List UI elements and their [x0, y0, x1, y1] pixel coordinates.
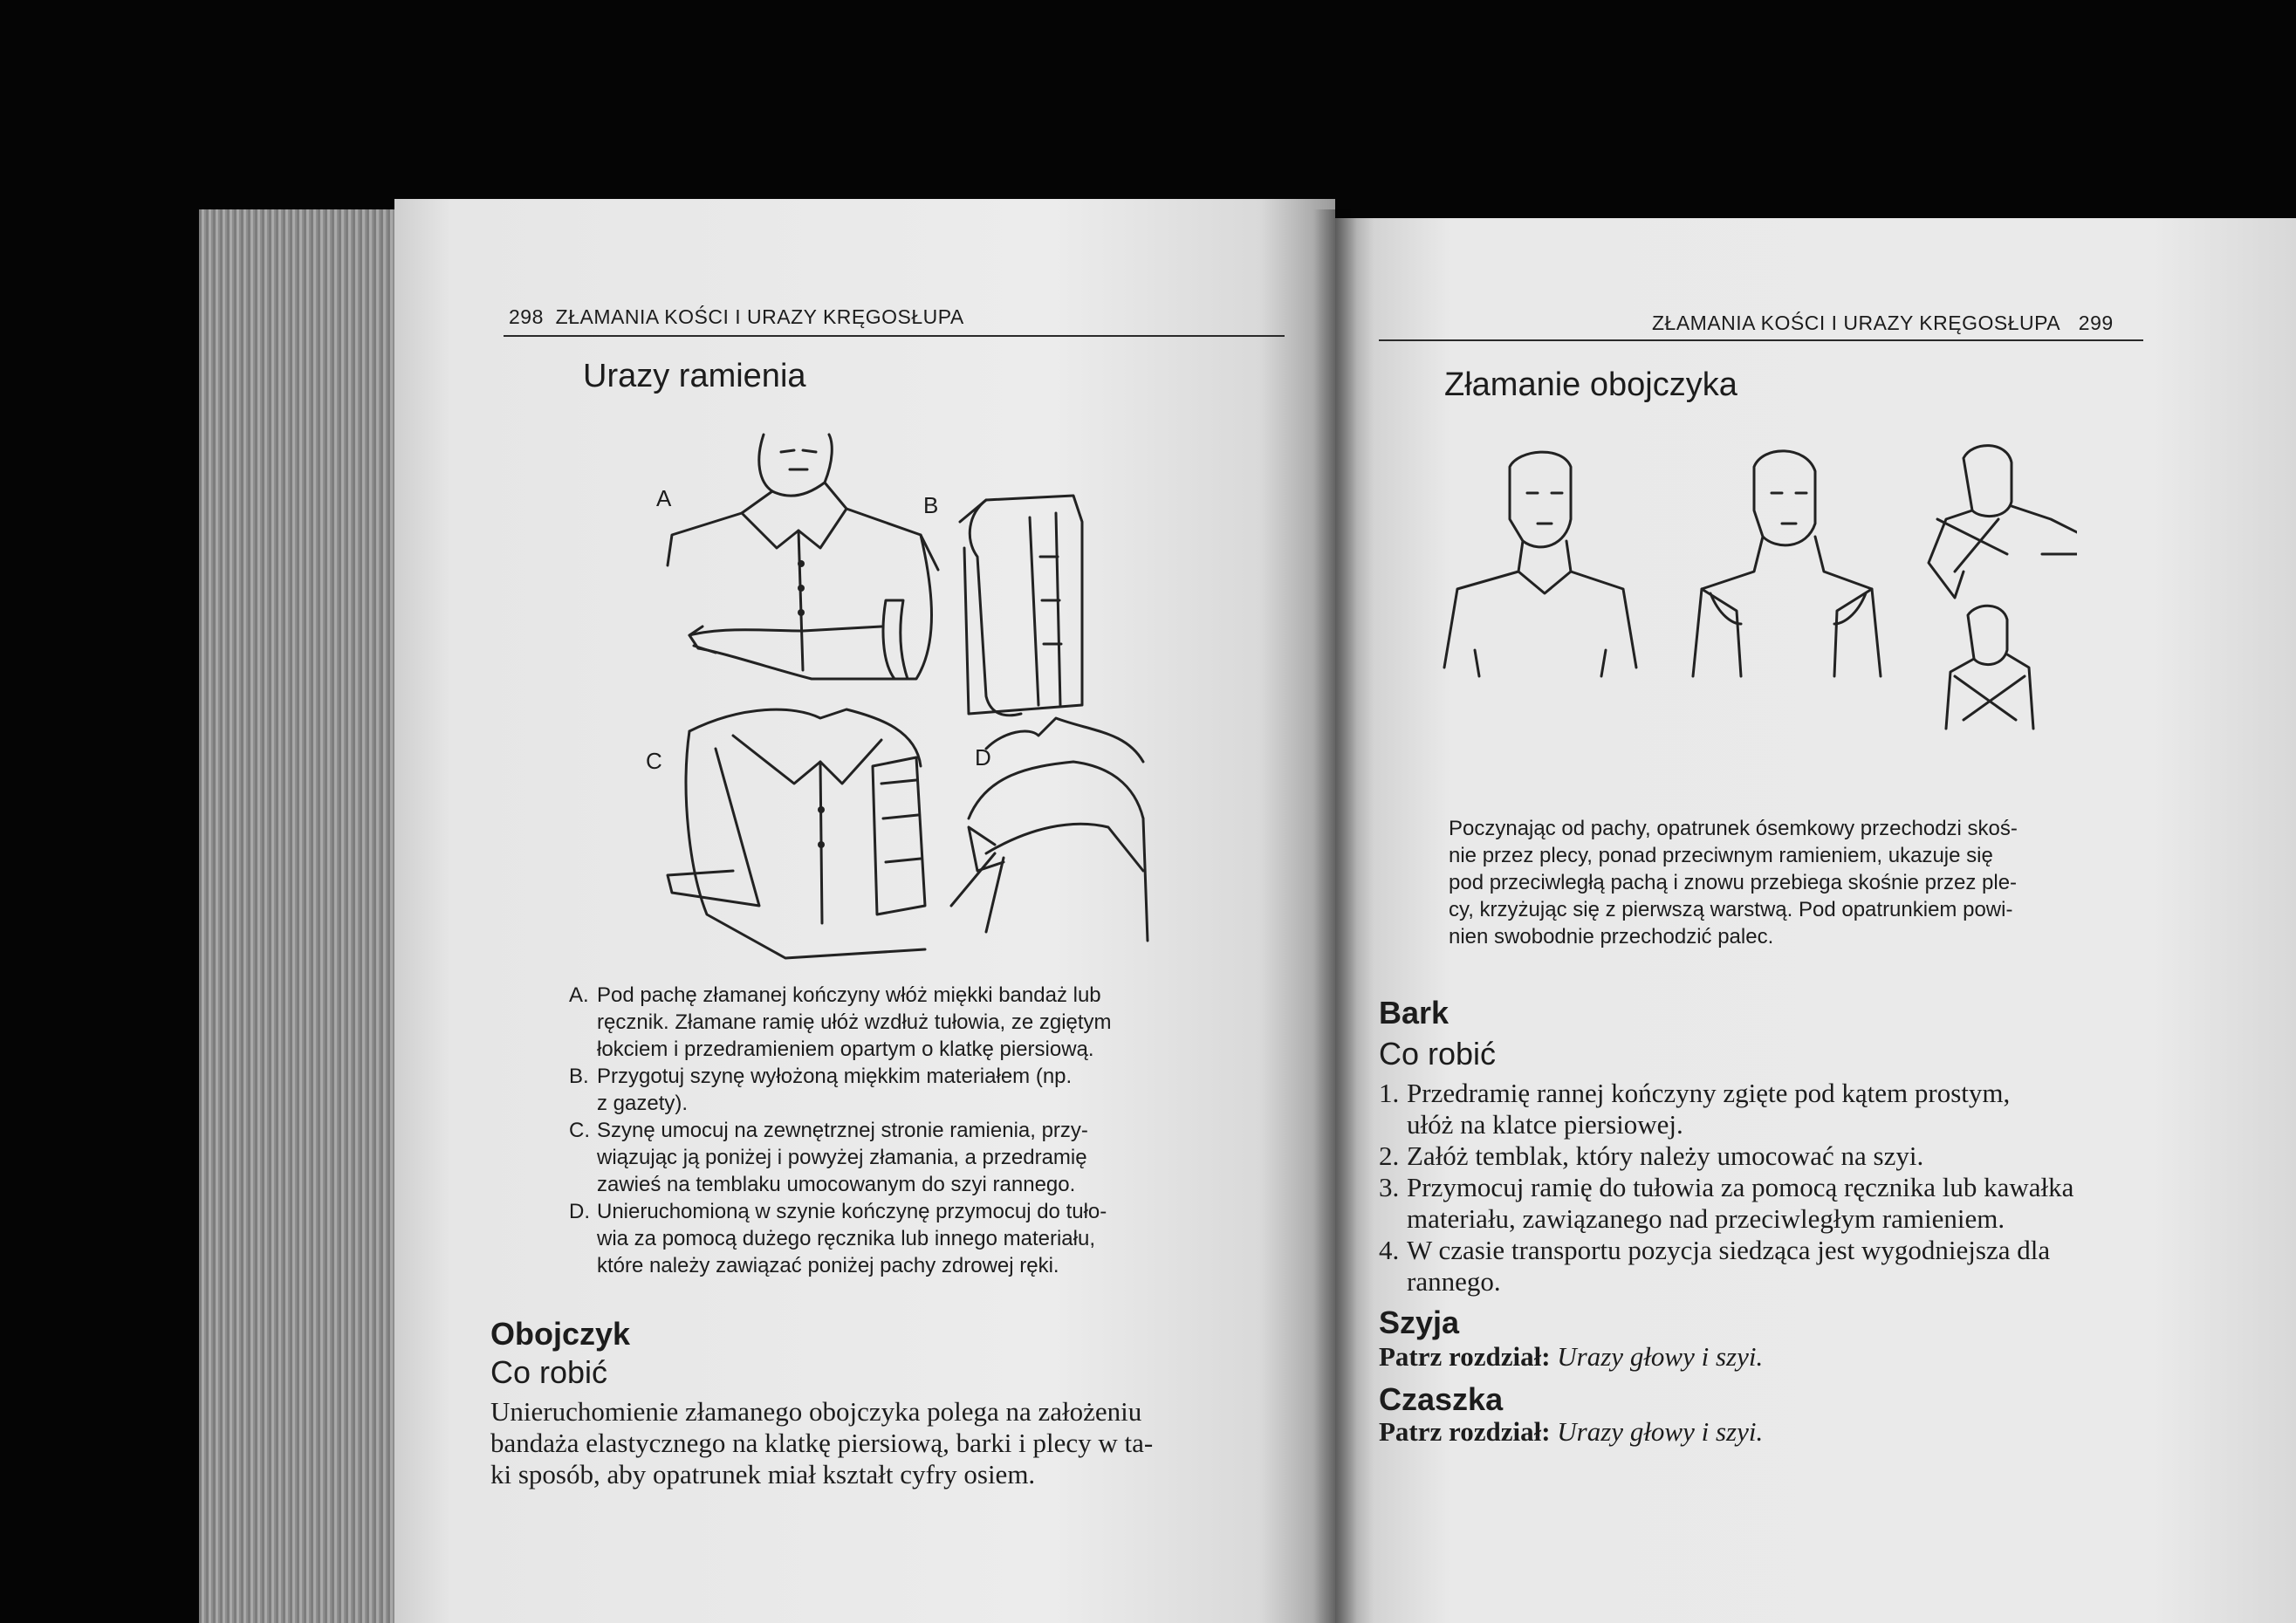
figure-front-view: [1444, 452, 1636, 676]
list-item: 2. Załóż temblak, który należy umocować na szyi.: [1379, 1140, 1924, 1171]
figure-label-d: D: [975, 744, 991, 770]
list-item: 1. Przedramię rannej kończyny zgięte pod kątem prostym, ułóż na klatce piersiowej.: [1379, 1078, 2011, 1140]
obojczyk-subheading: Co robić: [490, 1354, 608, 1390]
right-page-number: 299: [2078, 312, 2114, 334]
list-item: 4. W czasie transportu pozycja siedząca jest wygodniejsza dla rannego.: [1379, 1235, 2051, 1297]
right-header-rule: [1379, 339, 2143, 341]
figure-eight-caption: Poczynając od pachy, opatrunek ósemkowy przechodzi skoś- nie przez plecy, ponad przeciwnym ramieniem, ukazuje się pod przeciwległą pachą i znowu przebiega skośnie przez ple- cy, krzyżując się z pierwszą warstwą. Pod opatrunkiem powi- nien swobodnie przechodzić palec.: [1449, 817, 2018, 948]
list-item: 3. Przymocuj ramię do tułowia za pomocą ręcznika lub kawałka materiału, zawiązanego nad przeciwległym ramieniem.: [1379, 1172, 2074, 1234]
right-running-title: ZŁAMANIA KOŚCI I URAZY KRĘGOSŁUPA: [1652, 312, 2061, 334]
arm-splint-illustration: [620, 417, 1213, 976]
left-page-number: 298: [509, 305, 544, 328]
caption-d: D. Unieruchomioną w szynie kończynę przymocuj do tuło- wia za pomocą dużego ręcznika lub innego materiału, które należy zawiązać poniżej pachy zdrowej ręki.: [569, 1200, 1107, 1277]
bark-subheading: Co robić: [1379, 1036, 1497, 1072]
figure-b-splint: [960, 496, 1082, 716]
bark-heading: Bark: [1379, 995, 1450, 1031]
left-running-title: ZŁAMANIA KOŚCI I URAZY KRĘGOSŁUPA: [555, 305, 964, 328]
figure-bandaged-front: [1693, 451, 1881, 676]
figure-a-patient: [668, 435, 938, 679]
szyja-reference: Patrz rozdział: Urazy głowy i szyi.: [1379, 1341, 1764, 1372]
figure-label-b: B: [923, 492, 939, 518]
figure-back-views: [1929, 446, 2077, 729]
left-running-head: [509, 305, 964, 329]
right-section-title: Złamanie obojczyka: [1444, 366, 1737, 403]
bark-steps: [1379, 1078, 2164, 1298]
right-running-head: [1652, 312, 2114, 335]
obojczyk-heading: Obojczyk: [490, 1316, 631, 1352]
figure-c-sling: [668, 709, 925, 958]
szyja-heading: Szyja: [1379, 1305, 1460, 1340]
caption-b: B. Przygotuj szynę wyłożoną miękkim materiałem (np. z gazety).: [569, 1065, 1073, 1115]
czaszka-reference: Patrz rozdział: Urazy głowy i szyi.: [1379, 1416, 1764, 1447]
caption-a: A. Pod pachę złamanej kończyny włóż miękki bandaż lub ręcznik. Złamane ramię ułóż wzdłuż tułowia, ze zgiętym łokciem i przedramieniem opartym o klatkę piersiową.: [569, 983, 1112, 1061]
czaszka-heading: Czaszka: [1379, 1381, 1504, 1417]
page-edges: [199, 209, 400, 1623]
book-spine: [1313, 209, 1357, 1623]
left-header-rule: [504, 335, 1285, 337]
caption-c: C. Szynę umocuj na zewnętrznej stronie ramienia, przy- wiązując ją poniżej i powyżej złamania, a przedramię zawieś na temblaku umocowanym do szyi rannego.: [569, 1119, 1088, 1196]
figure-eight-bandage-illustration: [1440, 441, 2077, 746]
figure-label-a: A: [656, 485, 672, 511]
figure-label-c: C: [646, 748, 662, 774]
obojczyk-body: Unieruchomienie złamanego obojczyka polega na założeniu bandaża elastycznego na klatkę piersiową, barki i plecy w ta- ki sposób, aby opatrunek miał kształt cyfry osiem.: [490, 1396, 1154, 1489]
left-section-title: Urazy ramienia: [583, 358, 806, 394]
figure-captions: [569, 982, 1232, 1279]
